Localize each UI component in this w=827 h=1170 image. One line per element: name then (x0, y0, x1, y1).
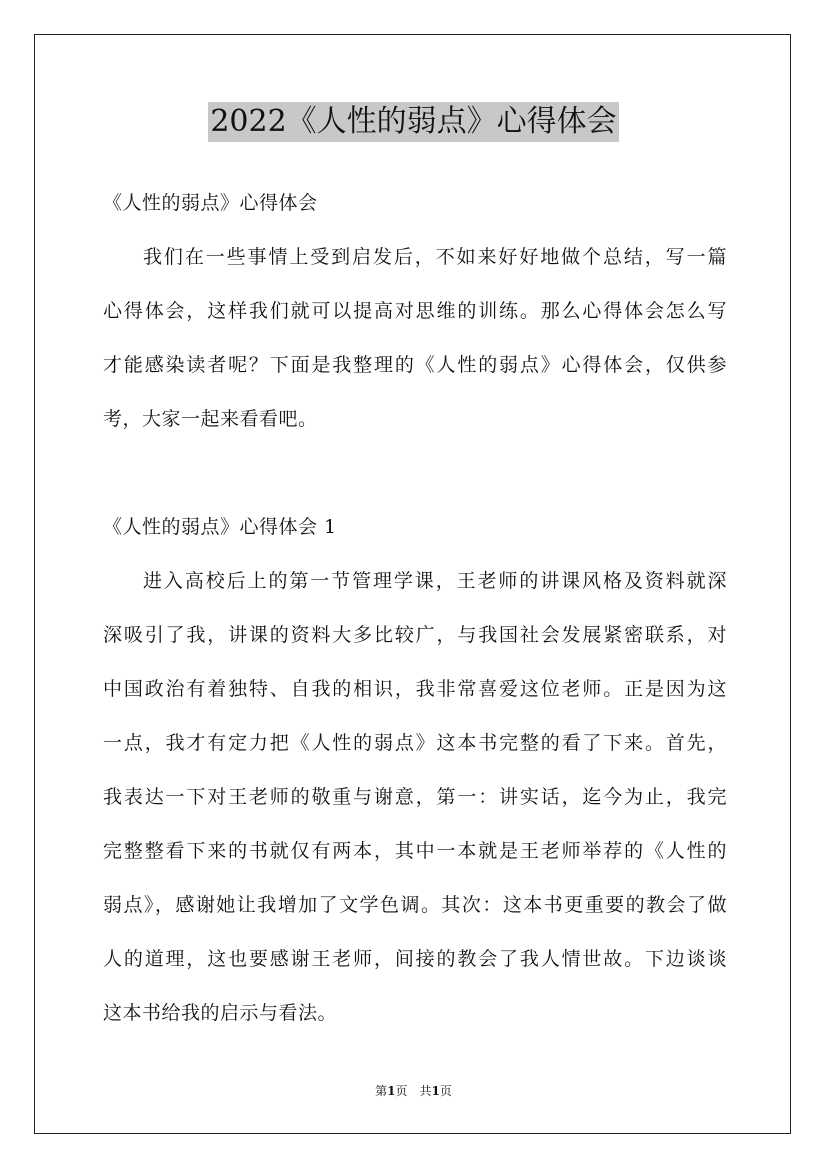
paragraph-gap (103, 446, 727, 500)
section-line: 一点，我才有定力把《人性的弱点》这本书完整的看了下来。首先， (103, 732, 727, 754)
intro-line: 我们在一些事情上受到启发后，不如来好好地做个总结，写一篇 (143, 246, 727, 268)
footer-page-prefix: 第 (375, 1084, 388, 1098)
footer-page-mid: 页 共 (395, 1084, 432, 1098)
intro-line: 心得体会，这样我们就可以提高对思维的训练。那么心得体会怎么写 (103, 300, 727, 322)
subtitle: 《人性的弱点》心得体会 (103, 192, 318, 214)
document-title: 2022《人性的弱点》心得体会 (208, 102, 618, 142)
footer-page-suffix: 页 (439, 1084, 452, 1098)
section-line: 中国政治有着独特、自我的相识，我非常喜爱这位老师。正是因为这 (103, 678, 727, 700)
section-line: 进入高校后上的第一节管理学课，王老师的讲课风格及资料就深 (143, 570, 727, 592)
section-line: 完整整看下来的书就仅有两本，其中一本就是王老师举荐的《人性的 (103, 840, 727, 862)
footer-page-current: 1 (387, 1084, 396, 1098)
title-container (0, 102, 827, 142)
document-body (103, 176, 727, 1040)
intro-line: 考，大家一起来看看吧。 (103, 408, 318, 430)
section-line: 我表达一下对王老师的敬重与谢意，第一：讲实话，迄今为止，我完 (103, 786, 727, 808)
section-line: 弱点》，感谢她让我增加了文学色调。其次：这本书更重要的教会了做 (103, 894, 727, 916)
footer-page-total: 1 (431, 1084, 440, 1098)
section-heading: 《人性的弱点》心得体会 1 (103, 516, 337, 538)
section-line: 这本书给我的启示与看法。 (103, 1002, 338, 1024)
page-footer (0, 1083, 827, 1099)
section-line: 深吸引了我，讲课的资料大多比较广，与我国社会发展紧密联系，对 (103, 624, 727, 646)
intro-line: 才能感染读者呢？下面是我整理的《人性的弱点》心得体会，仅供参 (103, 354, 727, 376)
section-line: 人的道理，这也要感谢王老师，间接的教会了我人情世故。下边谈谈 (103, 948, 727, 970)
